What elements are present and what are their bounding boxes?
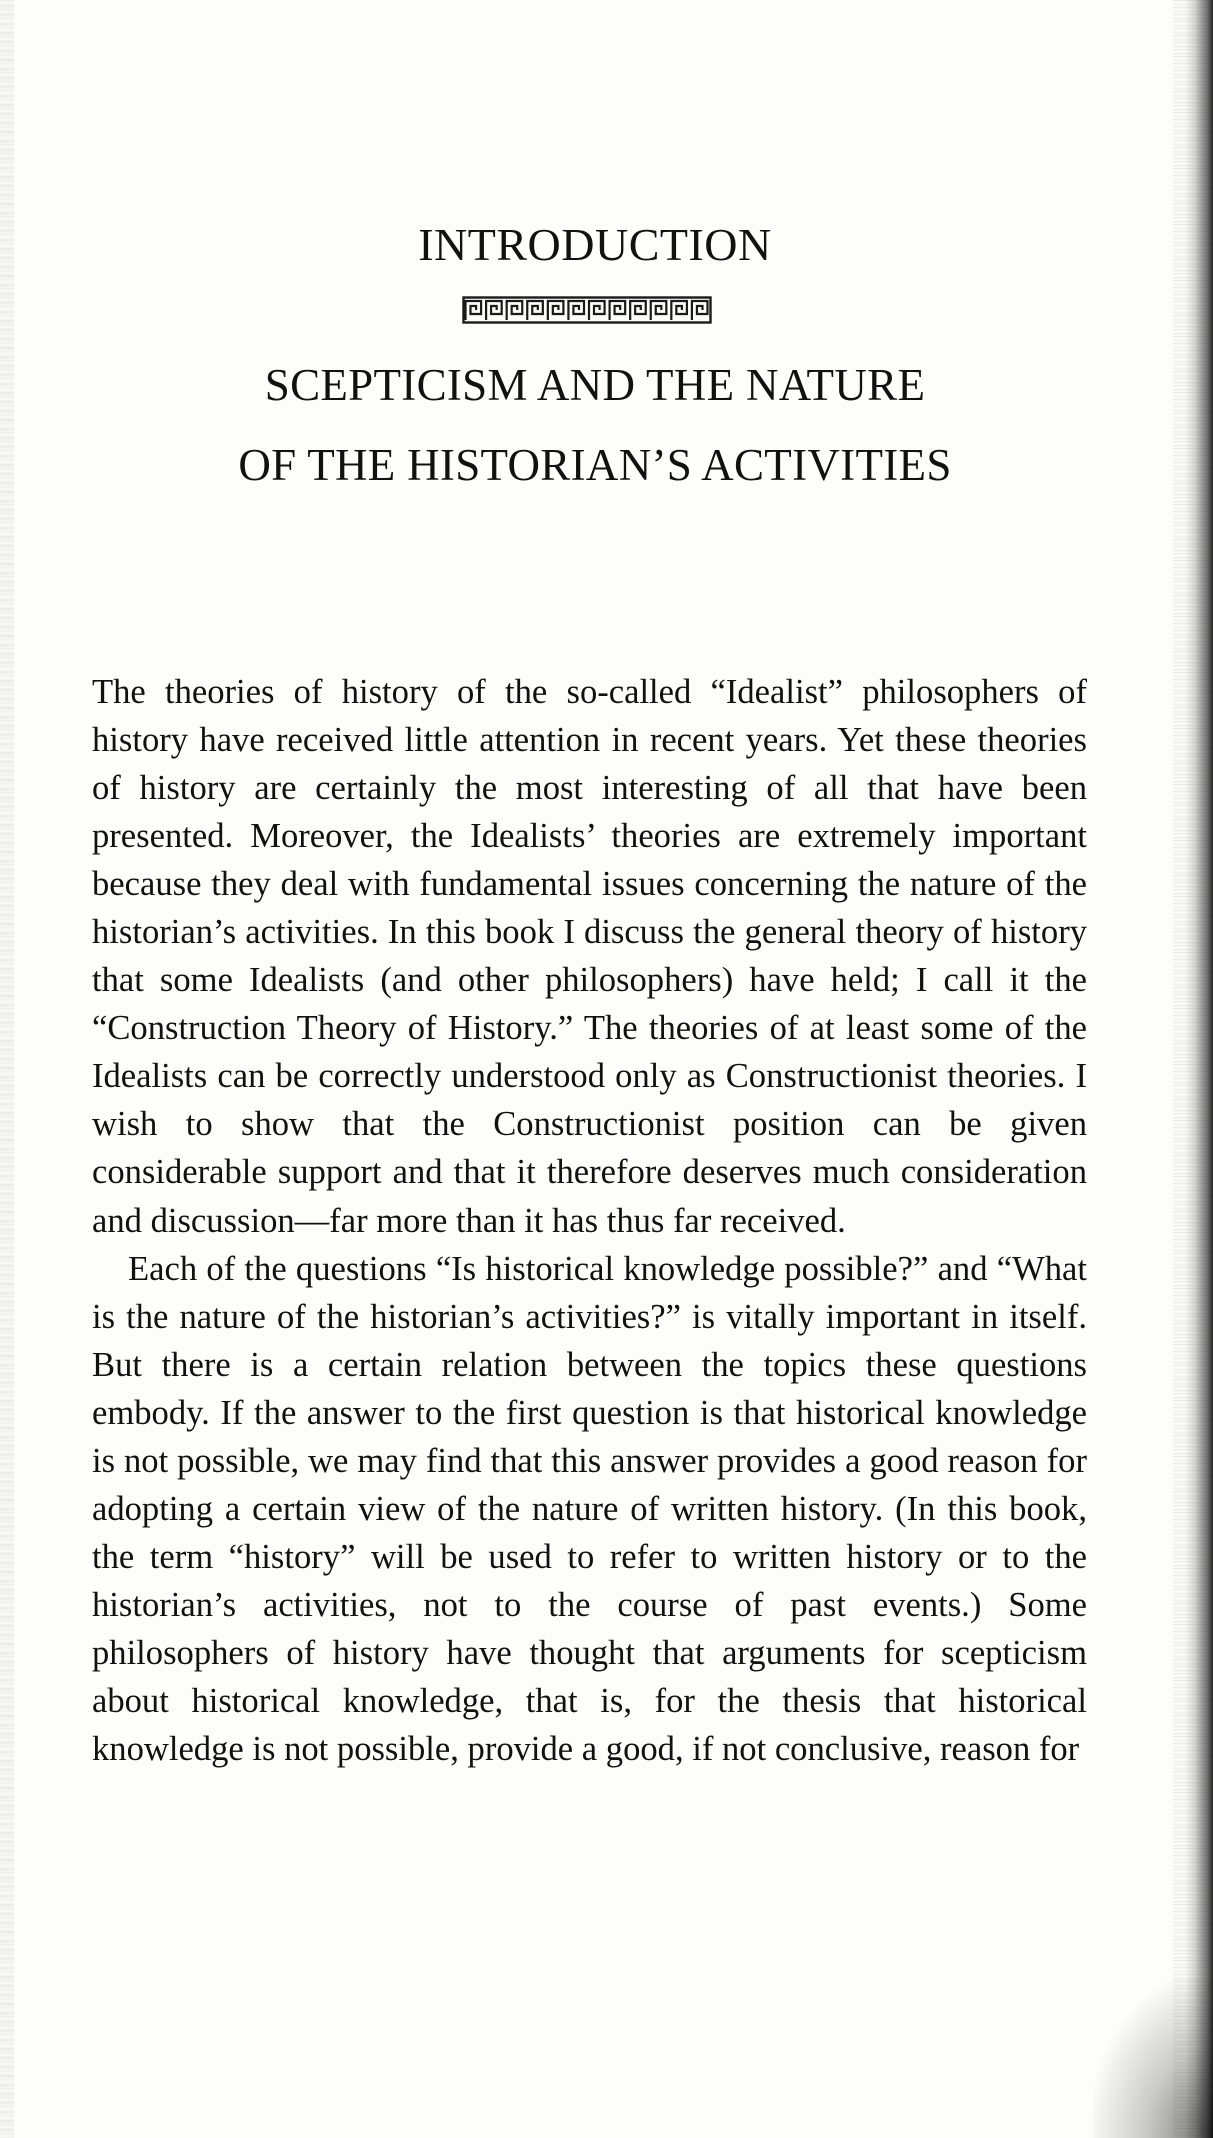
- greek-key-segment: [486, 301, 502, 320]
- greek-key-segment: [507, 301, 523, 320]
- greek-key-segment: [568, 301, 584, 320]
- scan-corner-shadow: [1093, 1978, 1213, 2138]
- chapter-title-line-1: SCEPTICISM AND THE NATURE: [264, 360, 926, 410]
- chapter-label: INTRODUCTION: [418, 219, 772, 270]
- greek-key-segment: [589, 301, 605, 320]
- greek-key-segment: [630, 301, 646, 320]
- greek-key-segment: [466, 301, 482, 320]
- paragraph-2: Each of the questions “Is historical knowledge possible?” and “What is the nature of the historian’s activities?” is vitally important in itself. But there is a certain relation between the topics these questions embody. If the answer to the first question is that historical knowledge is not possible, we may find that this answer provides a good reason for adopting a certain view of the nature of written history. (In this book, the term “history” will be used to refer to written history or to the historian’s activities, not to the course of past events.) Some philosophers of history have thought that arguments for scepticism about historical knowledge, that is, for the thesis that historical knowledge is not possible, provide a good, if not conclusive, reason for: [92, 1249, 1087, 1769]
- chapter-title: [0, 345, 1190, 505]
- greek-key-segment: [671, 301, 687, 320]
- greek-key-segment: [548, 301, 564, 320]
- scan-right-edge-texture: [1173, 0, 1213, 2138]
- greek-key-segment: [610, 301, 626, 320]
- greek-key-segment: [651, 301, 667, 320]
- body-text: [92, 668, 1087, 1773]
- paragraph-1: The theories of history of the so-called “Idealist” philosophers of history have received little attention in recent years. Yet these theories of history are certainly the most interesting of all that have been presented. Moreover, the Idealists’ theories are extremely important because they deal with fundamental issues concerning the nature of the historian’s activities. In this book I discuss the general theory of history that some Idealists (and other philosophers) have held; I call it the “Construction Theory of History.” The theories of at least some of the Idealists can be correctly understood only as Constructionist theories. I wish to show that the Constructionist position can be given considerable support and that it therefore deserves much consideration and discussion—far more than it has thus far received.: [92, 673, 1087, 1240]
- scan-left-edge: [0, 0, 14, 2138]
- chapter-title-line-2: OF THE HISTORIAN’S ACTIVITIES: [238, 440, 952, 490]
- greek-key-segment: [692, 301, 708, 320]
- greek-key-segment: [527, 301, 543, 320]
- greek-key-ornament-icon: [462, 296, 712, 324]
